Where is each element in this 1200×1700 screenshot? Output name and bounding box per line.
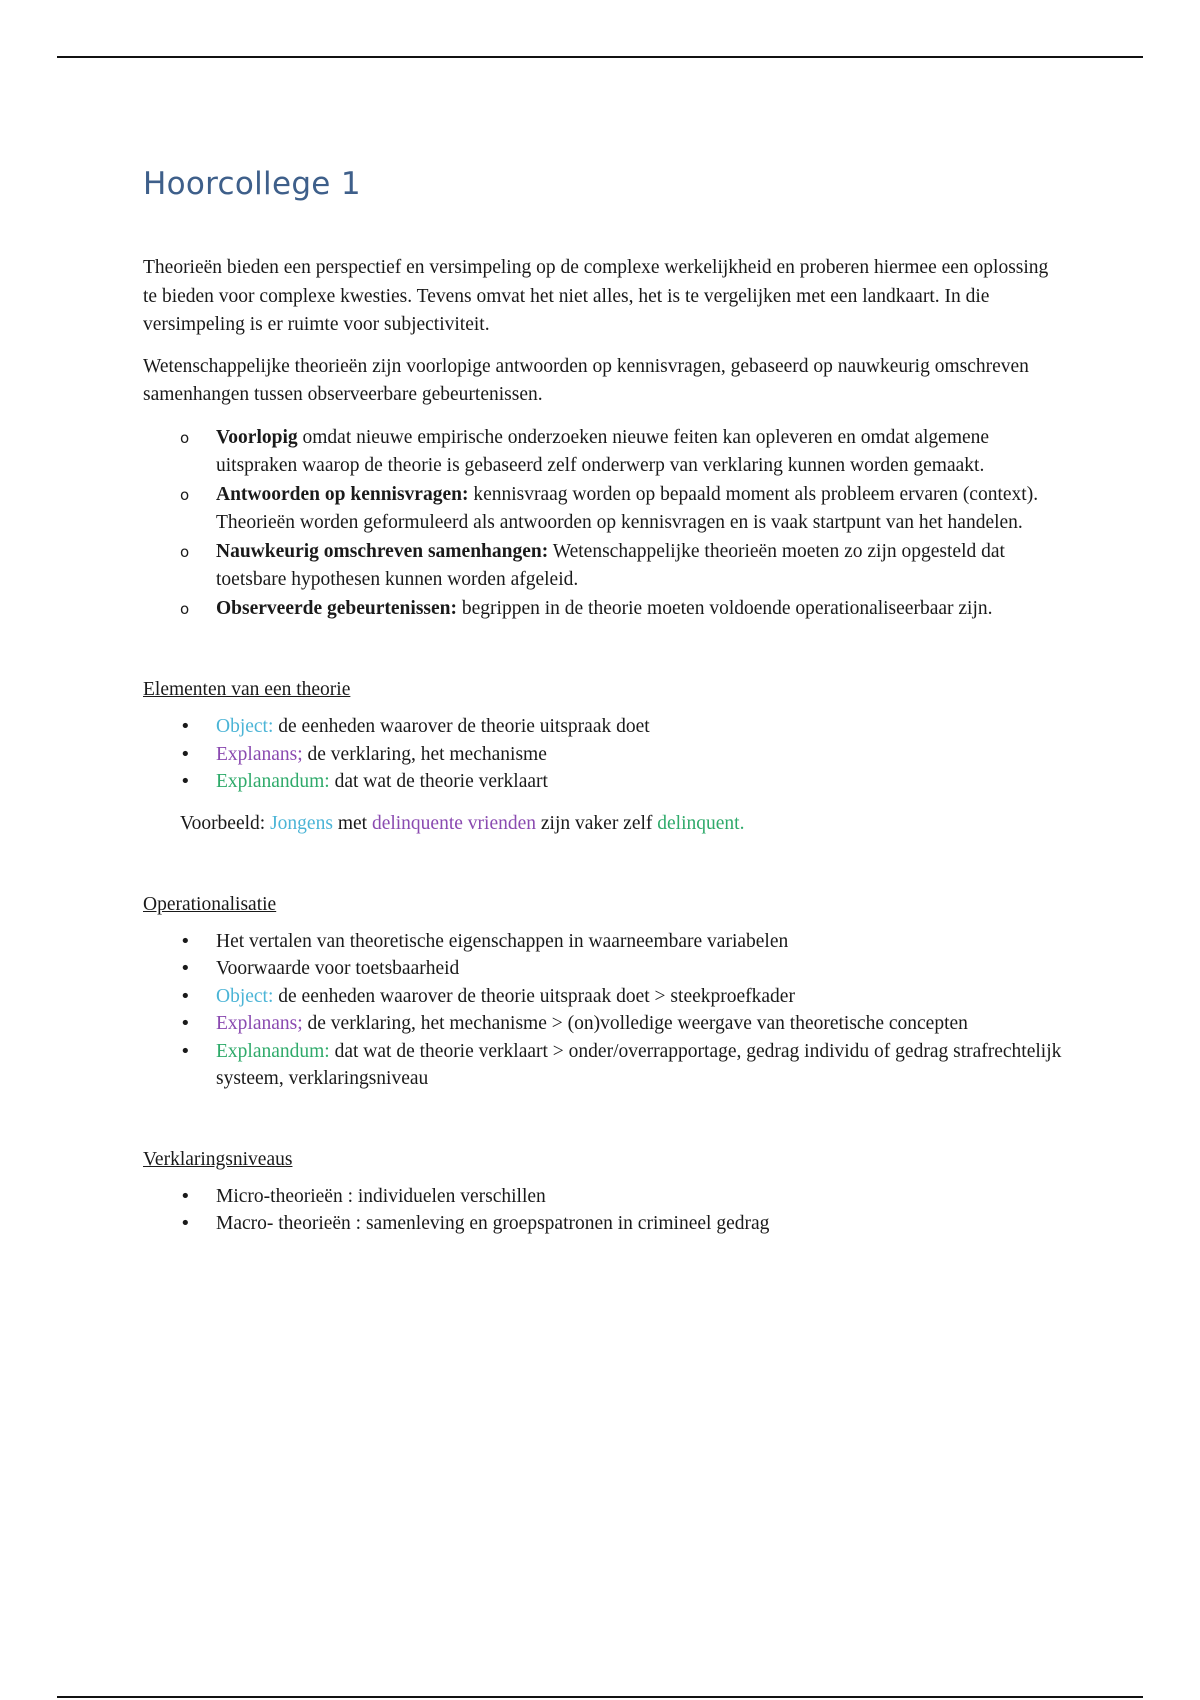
item-text: de eenheden waarover de theorie uitspraak doet > steekproefkader <box>273 985 795 1007</box>
disc-bullet-icon: • <box>180 985 191 1007</box>
circle-bullet-icon: o <box>180 428 190 447</box>
example-explanans: delinquente vrienden <box>371 812 537 834</box>
operationalisatie-list <box>143 928 1063 1093</box>
explanans-label: Explanans; <box>216 743 303 765</box>
explanandum-label: Explanandum: <box>216 771 330 792</box>
disc-bullet-icon: • <box>180 1185 191 1207</box>
explanans-label: Explanans; <box>216 1013 303 1034</box>
list-item <box>180 1038 1063 1093</box>
section-heading-verklaringsniveaus: Verklaringsniveaus <box>143 1148 293 1170</box>
definition-text: omdat nieuwe empirische onderzoeken nieuwe feiten kan opleveren en omdat algemene uitspraken waarop de theorie is gebaseerd zelf onderwerp van verklaring kunnen worden gemaakt. <box>216 426 990 476</box>
section-heading-elementen: Elementen van een theorie <box>143 679 351 700</box>
example-sentence <box>180 810 1063 838</box>
disc-bullet-icon: • <box>180 1013 191 1034</box>
item-text: Macro- theorieën : samenleving en groepspatronen in crimineel gedrag <box>216 1213 770 1234</box>
list-item <box>180 983 1063 1011</box>
disc-bullet-icon: • <box>180 958 191 979</box>
example-prefix: Voorbeeld: <box>180 812 271 834</box>
list-item <box>180 713 1063 741</box>
document-page <box>143 160 1063 1238</box>
object-label: Object: <box>216 985 274 1007</box>
list-item <box>180 1210 1063 1238</box>
explanandum-label: Explanandum: <box>216 1040 330 1062</box>
definition-term: Antwoorden op kennisvragen: <box>216 483 469 505</box>
list-item <box>180 1183 1063 1211</box>
item-text: de verklaring, het mechanisme <box>302 743 547 765</box>
disc-bullet-icon: • <box>180 743 191 765</box>
intro-paragraph-1: Theorieën bieden een perspectief en versimpeling op de complexe werkelijkheid en proberen hiermee een oplossing te bieden voor complexe kwesties. Tevens omvat het niet alles, het is te vergelijken met een landkaart. In die versimpeling is er ruimte voor subjectiviteit. <box>143 257 1049 335</box>
item-text: de eenheden waarover de theorie uitspraak doet <box>273 716 650 737</box>
disc-bullet-icon: • <box>180 771 191 792</box>
item-text: Micro-theorieën : individuelen verschillen <box>216 1185 546 1207</box>
section-heading-operationalisatie: Operationalisatie <box>143 893 277 915</box>
object-label: Object: <box>216 716 274 737</box>
list-item <box>180 481 1063 538</box>
intro-paragraph-2: Wetenschappelijke theorieën zijn voorlopige antwoorden op kennisvragen, gebaseerd op nauwkeurig omschreven samenhangen tussen observeerbare gebeurtenissen. <box>143 355 1029 405</box>
item-text: dat wat de theorie verklaart <box>329 771 548 792</box>
bottom-rule <box>57 1696 1143 1698</box>
verklaringsniveaus-list <box>143 1183 1063 1238</box>
definition-text: begrippen in de theorie moeten voldoende operationaliseerbaar zijn. <box>457 597 993 619</box>
example-text: zijn vaker zelf <box>536 812 658 834</box>
list-item <box>180 928 1063 956</box>
elementen-list <box>143 713 1063 796</box>
definition-text: Wetenschappelijke theorieën moeten zo zijn opgesteld dat toetsbare hypothesen kunnen worden afgeleid. <box>216 540 1005 590</box>
disc-bullet-icon: • <box>180 930 191 952</box>
item-text: de verklaring, het mechanisme > (on)volledige weergave van theoretische concepten <box>302 1013 968 1034</box>
example-explanandum: delinquent. <box>657 812 745 834</box>
list-item <box>180 1010 1063 1038</box>
list-item <box>180 768 1063 796</box>
item-text: Voorwaarde voor toetsbaarheid <box>216 958 460 979</box>
disc-bullet-icon: • <box>180 716 191 737</box>
item-text: dat wat de theorie verklaart > onder/overrapportage, gedrag individu of gedrag strafrechtelijk systeem, verklaringsniveau <box>216 1040 1062 1089</box>
definition-list <box>143 424 1063 624</box>
list-item <box>180 955 1063 983</box>
definition-term: Voorlopig <box>216 426 298 448</box>
list-item <box>180 538 1063 595</box>
list-item <box>180 741 1063 769</box>
definition-term: Observeerde gebeurtenissen: <box>216 597 457 619</box>
page-title: Hoorcollege 1 <box>143 166 361 202</box>
example-object: Jongens <box>270 812 333 834</box>
disc-bullet-icon: • <box>180 1040 191 1062</box>
circle-bullet-icon: o <box>180 542 190 561</box>
top-rule <box>57 56 1143 58</box>
disc-bullet-icon: • <box>180 1213 191 1234</box>
item-text: Het vertalen van theoretische eigenschappen in waarneembare variabelen <box>216 930 789 952</box>
definition-text: kennisvraag worden op bepaald moment als probleem ervaren (context). Theorieën worden geformuleerd als antwoorden op kennisvragen en is vaak startpunt van het handelen. <box>216 483 1039 533</box>
circle-bullet-icon: o <box>180 485 190 504</box>
example-text: met <box>332 812 372 834</box>
definition-term: Nauwkeurig omschreven samenhangen: <box>216 540 549 562</box>
list-item <box>180 424 1063 481</box>
circle-bullet-icon: o <box>180 599 190 618</box>
list-item <box>180 595 1063 624</box>
